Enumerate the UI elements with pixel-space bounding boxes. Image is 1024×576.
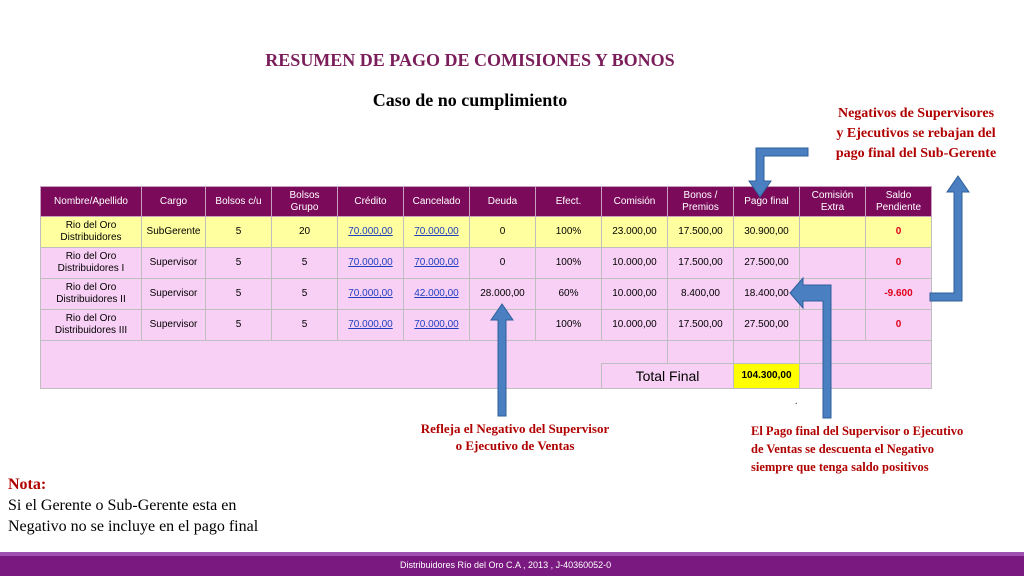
annotation-line: siempre que tenga saldo positivos bbox=[751, 460, 929, 474]
bolsos-cell: 5 bbox=[206, 279, 272, 310]
credito-link[interactable]: 70.000,00 bbox=[338, 217, 404, 248]
col-header: Bonos / Premios bbox=[668, 187, 734, 217]
bonos-cell: 17.500,00 bbox=[668, 217, 734, 248]
grupo-cell: 20 bbox=[272, 217, 338, 248]
annotation-line: pago final del Sub-Gerente bbox=[835, 146, 997, 161]
cargo-cell: Supervisor bbox=[142, 279, 206, 310]
comision-cell: 10.000,00 bbox=[602, 279, 668, 310]
grupo-cell: 5 bbox=[272, 310, 338, 341]
footer-text: Distribuidores Río del Oro C.A , 2013 , J-40360052-0 bbox=[400, 560, 612, 570]
pago-cell: 27.500,00 bbox=[734, 248, 800, 279]
credito-link[interactable]: 70.000,00 bbox=[338, 310, 404, 341]
cancelado-link[interactable]: 70.000,00 bbox=[404, 217, 470, 248]
col-header: Crédito bbox=[338, 187, 404, 217]
footer-bar bbox=[0, 552, 1024, 576]
name-cell: Rio del Oro Distribuidores II bbox=[41, 279, 142, 310]
note-heading: Nota: bbox=[8, 476, 47, 493]
stray-dot: . bbox=[795, 396, 798, 407]
saldo-cell: 0 bbox=[866, 248, 932, 279]
cargo-cell: SubGerente bbox=[142, 217, 206, 248]
col-header: Comisión Extra bbox=[800, 187, 866, 217]
efect-cell: 100% bbox=[536, 310, 602, 341]
col-header: Comisión bbox=[602, 187, 668, 217]
comision-cell: 23.000,00 bbox=[602, 217, 668, 248]
col-header: Cargo bbox=[142, 187, 206, 217]
col-header: Deuda bbox=[470, 187, 536, 217]
annotation-refleja bbox=[395, 420, 635, 454]
col-header: Cancelado bbox=[404, 187, 470, 217]
cargo-cell: Supervisor bbox=[142, 310, 206, 341]
annotation-line: Negativos de Supervisores bbox=[837, 106, 995, 121]
credito-link[interactable]: 70.000,00 bbox=[338, 279, 404, 310]
name-cell: Rio del Oro Distribuidores I bbox=[41, 248, 142, 279]
annotation-line: de Ventas se descuenta el Negativo bbox=[751, 442, 934, 456]
annotation-line: El Pago final del Supervisor o Ejecutivo bbox=[751, 424, 964, 438]
saldo-cell: 0 bbox=[866, 310, 932, 341]
col-header: Bolsos c/u bbox=[206, 187, 272, 217]
cancelado-link[interactable]: 42.000,00 bbox=[404, 279, 470, 310]
name-cell: Rio del Oro Distribuidores bbox=[41, 217, 142, 248]
note-line: Negativo no se incluye en el pago final bbox=[8, 518, 259, 535]
saldo-cell: 0 bbox=[866, 217, 932, 248]
arrow-icon bbox=[491, 304, 513, 416]
efect-cell: 100% bbox=[536, 248, 602, 279]
page-subtitle: Caso de no cumplimiento bbox=[372, 90, 568, 110]
col-header: Nombre/Apellido bbox=[41, 187, 142, 217]
saldo-cell: -9.600 bbox=[866, 279, 932, 310]
deuda-cell: 28.000,00 bbox=[470, 279, 536, 310]
grupo-cell: 5 bbox=[272, 279, 338, 310]
bonos-cell: 17.500,00 bbox=[668, 310, 734, 341]
pago-cell: 27.500,00 bbox=[734, 310, 800, 341]
cancelado-link[interactable]: 70.000,00 bbox=[404, 310, 470, 341]
bonos-cell: 8.400,00 bbox=[668, 279, 734, 310]
deuda-cell: 0 bbox=[470, 248, 536, 279]
note-line: Si el Gerente o Sub-Gerente esta en bbox=[8, 497, 237, 514]
page-title: RESUMEN DE PAGO DE COMISIONES Y BONOS bbox=[265, 50, 675, 70]
annotation-pago-final bbox=[751, 422, 1011, 476]
efect-cell: 100% bbox=[536, 217, 602, 248]
comision-cell: 10.000,00 bbox=[602, 248, 668, 279]
pago-cell: 30.900,00 bbox=[734, 217, 800, 248]
bolsos-cell: 5 bbox=[206, 217, 272, 248]
name-cell: Rio del Oro Distribuidores III bbox=[41, 310, 142, 341]
efect-cell: 60% bbox=[536, 279, 602, 310]
total-value: 104.300,00 bbox=[734, 364, 800, 389]
pago-cell: 18.400,00 bbox=[734, 279, 800, 310]
total-label: Total Final bbox=[602, 364, 734, 389]
annotation-line: y Ejecutivos se rebajan del bbox=[836, 126, 996, 141]
cargo-cell: Supervisor bbox=[142, 248, 206, 279]
annotation-line: Refleja el Negativo del Supervisor bbox=[420, 421, 610, 436]
deuda-cell: 0 bbox=[470, 217, 536, 248]
arrow-icon bbox=[930, 176, 969, 301]
col-header: Efect. bbox=[536, 187, 602, 217]
col-header: Pago final bbox=[734, 187, 800, 217]
note-block bbox=[8, 474, 258, 537]
cancelado-link[interactable]: 70.000,00 bbox=[404, 248, 470, 279]
col-header: Bolsos Grupo bbox=[272, 187, 338, 217]
credito-link[interactable]: 70.000,00 bbox=[338, 248, 404, 279]
comision-cell: 10.000,00 bbox=[602, 310, 668, 341]
grupo-cell: 5 bbox=[272, 248, 338, 279]
bolsos-cell: 5 bbox=[206, 310, 272, 341]
bonos-cell: 17.500,00 bbox=[668, 248, 734, 279]
arrow-icon bbox=[749, 148, 808, 197]
col-header: Saldo Pendiente bbox=[866, 187, 932, 217]
annotation-line: o Ejecutivo de Ventas bbox=[455, 438, 575, 453]
bolsos-cell: 5 bbox=[206, 248, 272, 279]
